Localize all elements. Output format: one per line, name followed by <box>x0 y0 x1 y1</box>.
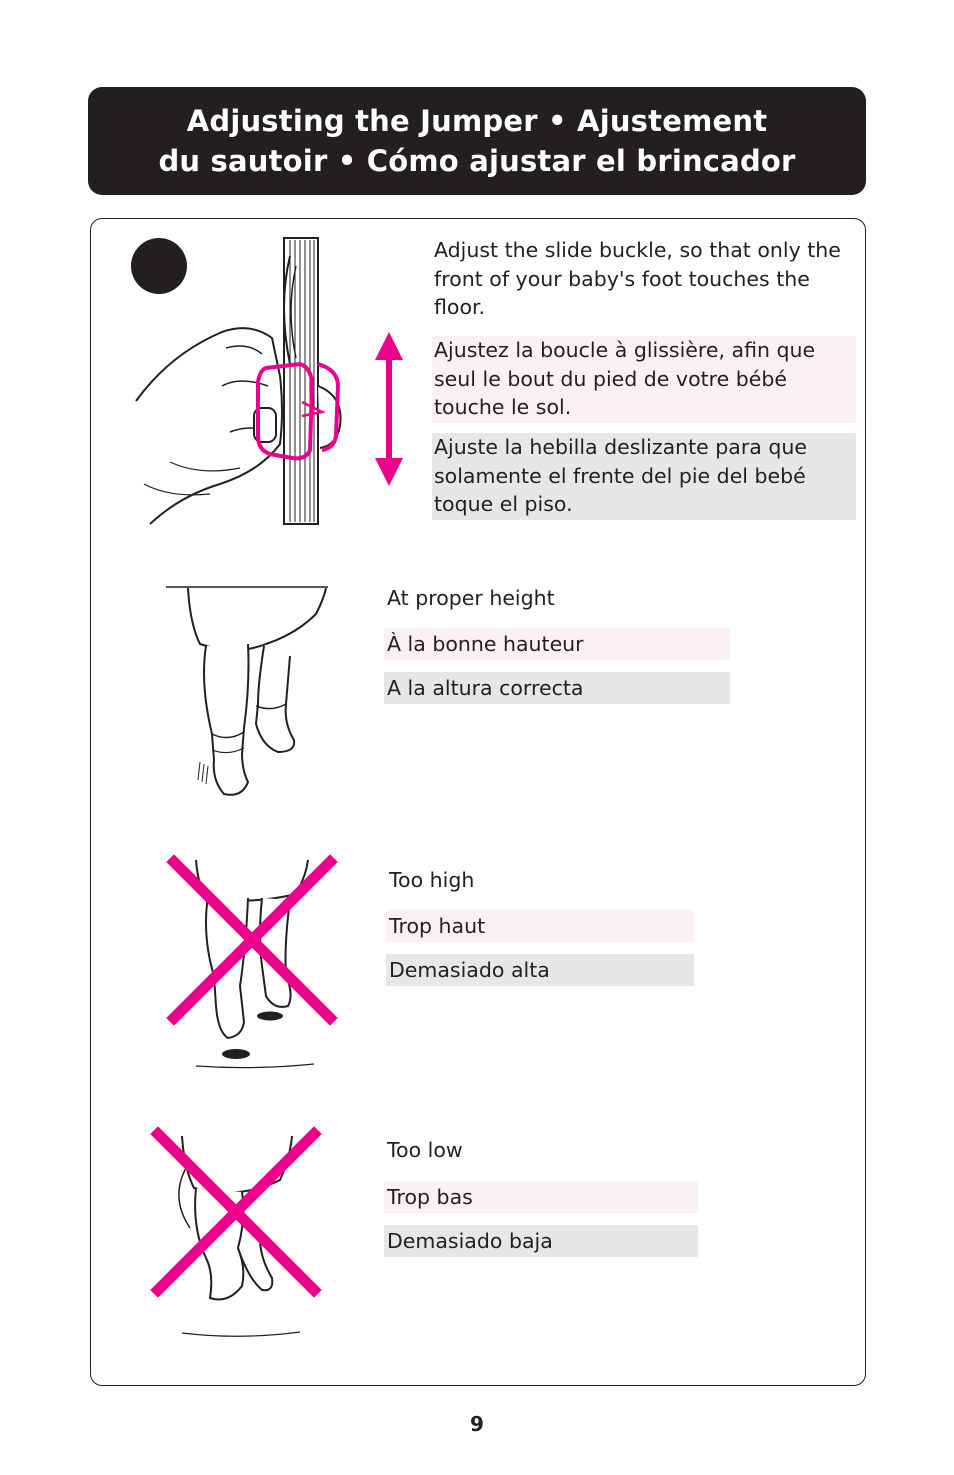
too-high-label-french: Trop haut <box>386 910 694 942</box>
too-high-label-spanish: Demasiado alta <box>386 954 694 986</box>
too-low-label-english: Too low <box>387 1138 463 1162</box>
step1-text-french: Ajustez la boucle à glissière, afin que seul le bout du pied de votre bébé touche le sol. <box>432 336 856 423</box>
baby-legs-proper-height-illustration <box>166 584 336 804</box>
x-mark-too-low-icon <box>150 1128 322 1296</box>
page-title-line-2: du sautoir • Cómo ajustar el brincador <box>158 144 796 178</box>
proper-height-label-french: À la bonne hauteur <box>384 628 730 660</box>
step1-text-english: Adjust the slide buckle, so that only the front of your baby's foot touches the floor. <box>434 238 841 319</box>
double-arrow-icon <box>372 330 406 488</box>
page-title-line-1: Adjusting the Jumper • Ajustement <box>186 104 768 138</box>
proper-height-label-spanish: A la altura correcta <box>384 672 730 704</box>
proper-height-label-english: At proper height <box>387 586 555 610</box>
hand-buckle-illustration <box>130 236 360 531</box>
too-high-label-english: Too high <box>389 868 475 892</box>
too-low-label-french: Trop bas <box>384 1181 698 1213</box>
x-mark-too-high-icon <box>166 856 338 1024</box>
step1-text-spanish: Ajuste la hebilla deslizante para que solamente el frente del pie del bebé toque el piso. <box>432 433 856 520</box>
page-number: 9 <box>470 1412 484 1436</box>
page-title-bar <box>88 87 866 195</box>
too-low-label-spanish: Demasiado baja <box>384 1225 698 1257</box>
